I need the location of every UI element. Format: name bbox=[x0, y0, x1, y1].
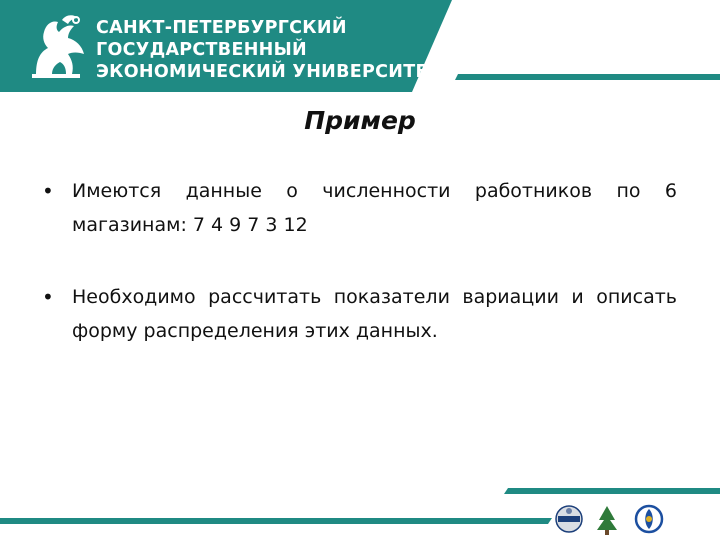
university-name-line-2: ГОСУДАРСТВЕННЫЙ bbox=[96, 40, 307, 60]
bullet-list bbox=[42, 174, 677, 348]
university-name-line-3: ЭКОНОМИЧЕСКИЙ УНИВЕРСИТЕТ bbox=[96, 62, 440, 82]
bullet-text: Имеются данные о численности работников по 6 магазинам: 7 4 9 7 3 12 bbox=[72, 180, 677, 236]
griffin-logo-icon bbox=[22, 10, 96, 84]
university-name bbox=[96, 17, 440, 83]
bullet-dot-icon: • bbox=[42, 179, 54, 203]
bullet-dot-icon: • bbox=[42, 285, 54, 309]
partner-logos bbox=[555, 502, 665, 536]
header-banner bbox=[0, 0, 720, 92]
slide-title: Пример bbox=[304, 106, 416, 135]
bullet-item bbox=[42, 280, 677, 348]
bullet-text: Необходимо рассчитать показатели вариации и описать форму распределения этих данных. bbox=[72, 286, 677, 342]
bullet-item bbox=[42, 174, 677, 242]
round-emblem-icon bbox=[556, 506, 582, 532]
tree-logo-icon bbox=[597, 506, 617, 535]
university-name-line-1: САНКТ-ПЕТЕРБУРГСКИЙ bbox=[96, 18, 347, 38]
blue-emblem-icon bbox=[636, 506, 662, 532]
